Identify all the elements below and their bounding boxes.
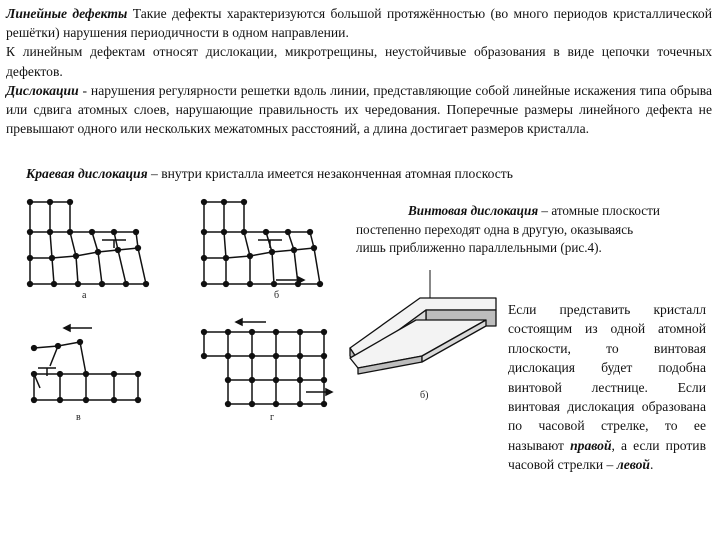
edge-dislocation-figure	[14, 188, 354, 518]
screw-dislocation-figure	[346, 268, 506, 414]
linear-defects-types-paragraph: К линейным дефектам относят дислокации, микротрещины, неустойчивые образования в виде цепочки точечных дефектов.	[6, 44, 712, 79]
left-dislocation-term: левой	[616, 457, 650, 473]
edge-dislocation-caption	[26, 164, 513, 183]
panel-label-b: б	[274, 290, 280, 301]
screw-dislocation-caption	[356, 202, 662, 258]
right-dislocation-term: правой	[570, 437, 612, 453]
screw-dislocation-line-1	[356, 202, 662, 221]
panel-label-a: а	[82, 290, 87, 301]
edge-dislocation-panel-a	[28, 200, 149, 287]
linear-defects-term: Линейные дефекты	[6, 6, 128, 21]
dislocations-definition: - нарушения регулярности решетки вдоль линии, представляющие собой линейные искажения типа обрыва или сдвига атомных слоев, нарушающие правильность их чередования. Поперечные размеры линейного дефекта не превышают одного или нескольких межатомных расстояний, а длина достигает размеров кристалла.	[6, 82, 712, 137]
screw-dislocation-term: Винтовая дислокация	[408, 203, 539, 218]
screw-note-text-2: , а если против часовой стрелки –	[508, 437, 706, 473]
panel-label-g: г	[270, 412, 275, 423]
screw-dislocation-text-1: – атомные плоскости	[538, 203, 660, 218]
screw-dislocation-line-2: постепенно переходят одна в другую, оказываясь	[356, 221, 634, 237]
screw-dislocation-line-3: лишь приближенно параллельными (рис.4).	[356, 240, 602, 255]
edge-dislocation-panel-b	[202, 200, 323, 287]
screw-note-text-1: Если представить кристалл состоящим из одной атомной плоскости, то винтовая дислокация будет подобна винтовой лестнице. Если винтовая дислокация образована по часовой стрелке, то ее называют	[508, 302, 706, 453]
dislocations-term: Дислокации	[6, 82, 79, 98]
linear-defects-paragraph	[6, 4, 712, 42]
screw-dislocation-note	[508, 300, 706, 475]
screw-figure-label: б)	[420, 390, 429, 401]
intro-text	[6, 4, 712, 138]
panel-label-v: в	[76, 412, 81, 423]
screw-note-text-3: .	[650, 457, 654, 473]
edge-dislocation-panel-v	[32, 325, 141, 402]
edge-dislocation-definition: – внутри кристалла имеется незаконченная атомная плоскость	[147, 166, 513, 181]
linear-defects-definition: Такие дефекты характеризуются большой протяжённостью (во много периодов кристаллической решётки) нарушения периодичности в одном направлении.	[6, 6, 712, 41]
dislocations-paragraph	[6, 81, 712, 139]
edge-dislocation-term: Краевая дислокация	[26, 166, 148, 181]
edge-dislocation-panel-g	[202, 319, 332, 406]
